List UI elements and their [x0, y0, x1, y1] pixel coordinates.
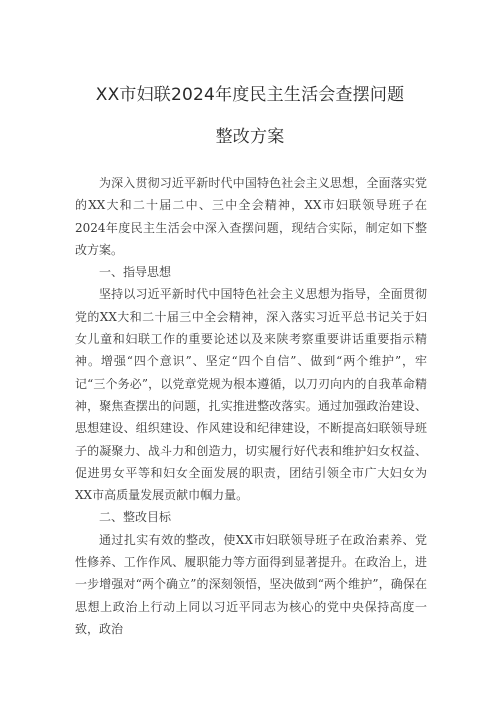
section-paragraph-guiding-thought: 坚持以习近平新时代中国特色社会主义思想为指导，全面贯彻党的XX大和二十届三中全会精神，深入落实习近平总书记关于妇女儿童和妇联工作的重要论述以及来陕考察重要讲话重要指示精神。增强“四个意识”、坚定“四个自信”、做到“两个维护”，牢记“三个务必”，以党章党规为根本遵循，以刀刃向内的自我革命精神，聚焦查摆出的问题，扎实推进整改落实。通过加强政治建设、思想建设、组织建设、作风建设和纪律建设，不断提高妇联领导班子的凝聚力、战斗力和创造力，切实履行好代表和维护妇女权益、促进男女平等和妇女全面发展的职责，团结引领全市广大妇女为XX市高质量发展贡献巾帼力量。	[75, 287, 427, 503]
section-heading-guiding-thought: 一、指导思想	[99, 265, 172, 280]
intro-paragraph: 为深入贯彻习近平新时代中国特色社会主义思想，全面落实党的XX大和二十届二中、三中全会精神，XX市妇联领导班子在2024年度民主生活会中深入查摆问题，现结合实际，制定如下整改方案。	[75, 176, 427, 257]
document-title: XX市妇联2024年度民主生活会查摆问题	[95, 85, 405, 105]
section-paragraph-rectification-goals: 通过扎实有效的整改，使XX市妇联领导班子在政治素养、党性修养、工作作风、履职能力等方面得到显著提升。在政治上，进一步增强对“两个确立”的深刻领悟，坚决做到“两个维护”，确保在思想上政治上行动上同以习近平同志为核心的党中央保持高度一致，政治	[75, 532, 427, 636]
document-subtitle: 整改方案	[215, 127, 285, 147]
section-heading-rectification-goals: 二、整改目标	[99, 510, 172, 525]
document-body	[75, 172, 427, 640]
